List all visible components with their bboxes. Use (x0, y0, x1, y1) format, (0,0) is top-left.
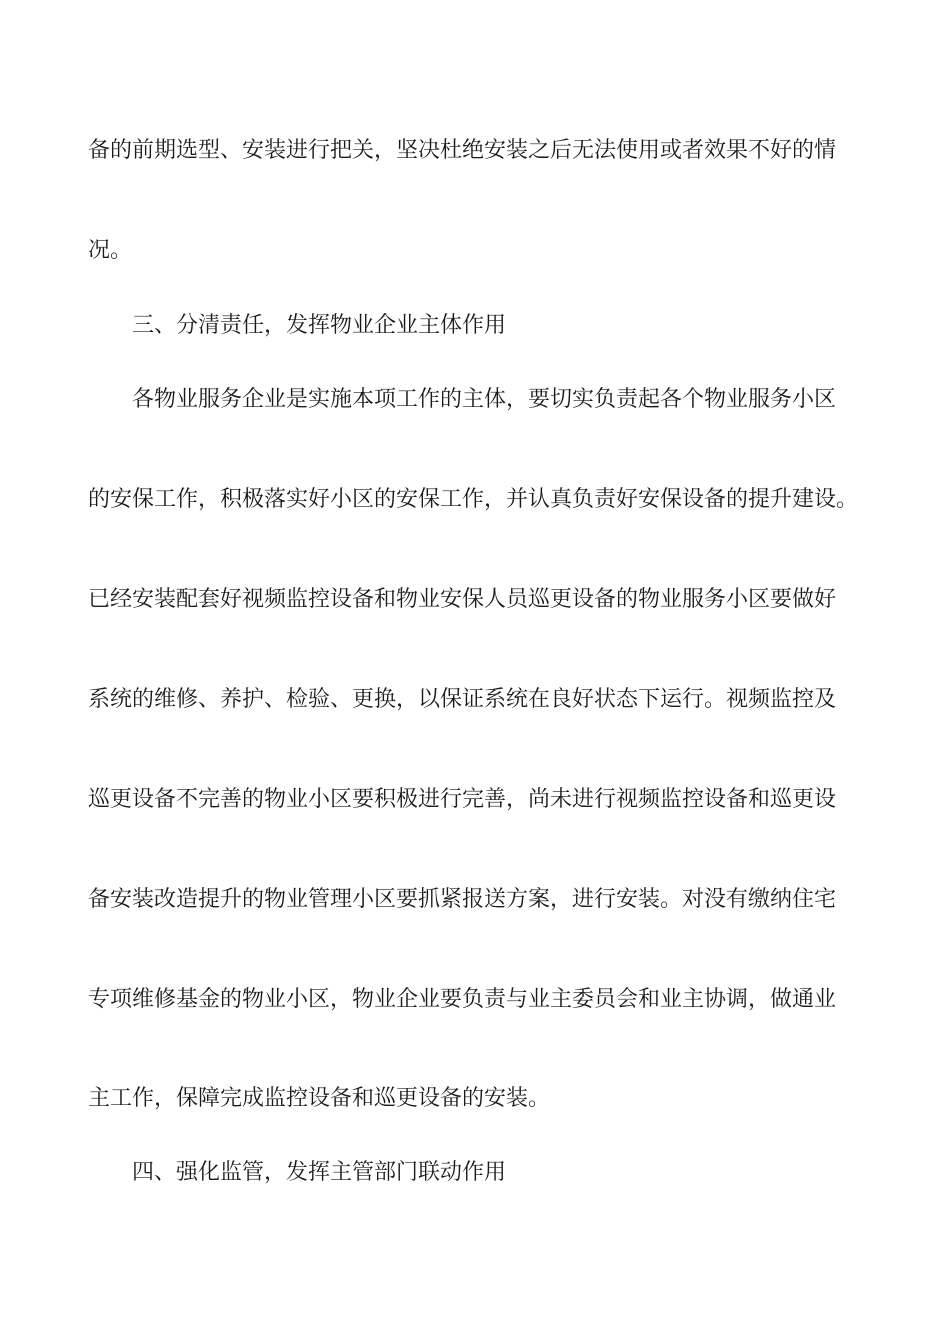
text-line: 备安装改造提升的物业管理小区要抓紧报送方案，进行安装。对没有缴纳住宅 (88, 887, 837, 912)
paragraph-start: 各物业服务企业是实施本项工作的主体，要切实负责起各个物业服务小区 (132, 387, 837, 412)
text-line: 主工作，保障完成监控设备和巡更设备的安装。 (88, 1086, 551, 1111)
text-line: 专项维修基金的物业小区，物业企业要负责与业主委员会和业主协调，做通业 (88, 987, 837, 1012)
text-line: 备的前期选型、安装进行把关，坚决杜绝安装之后无法使用或者效果不好的情 (88, 138, 837, 163)
section-heading-3: 三、分清责任，发挥物业企业主体作用 (132, 313, 507, 338)
text-line: 的安保工作，积极落实好小区的安保工作，并认真负责好安保设备的提升建设。 (88, 487, 859, 512)
text-line: 系统的维修、养护、检验、更换，以保证系统在良好状态下运行。视频监控及 (88, 687, 837, 712)
text-line: 巡更设备不完善的物业小区要积极进行完善，尚未进行视频监控设备和巡更设 (88, 787, 837, 812)
section-heading-4: 四、强化监管，发挥主管部门联动作用 (132, 1160, 507, 1185)
text-line: 已经安装配套好视频监控设备和物业安保人员巡更设备的物业服务小区要做好 (88, 587, 837, 612)
text-line: 况。 (88, 238, 133, 263)
